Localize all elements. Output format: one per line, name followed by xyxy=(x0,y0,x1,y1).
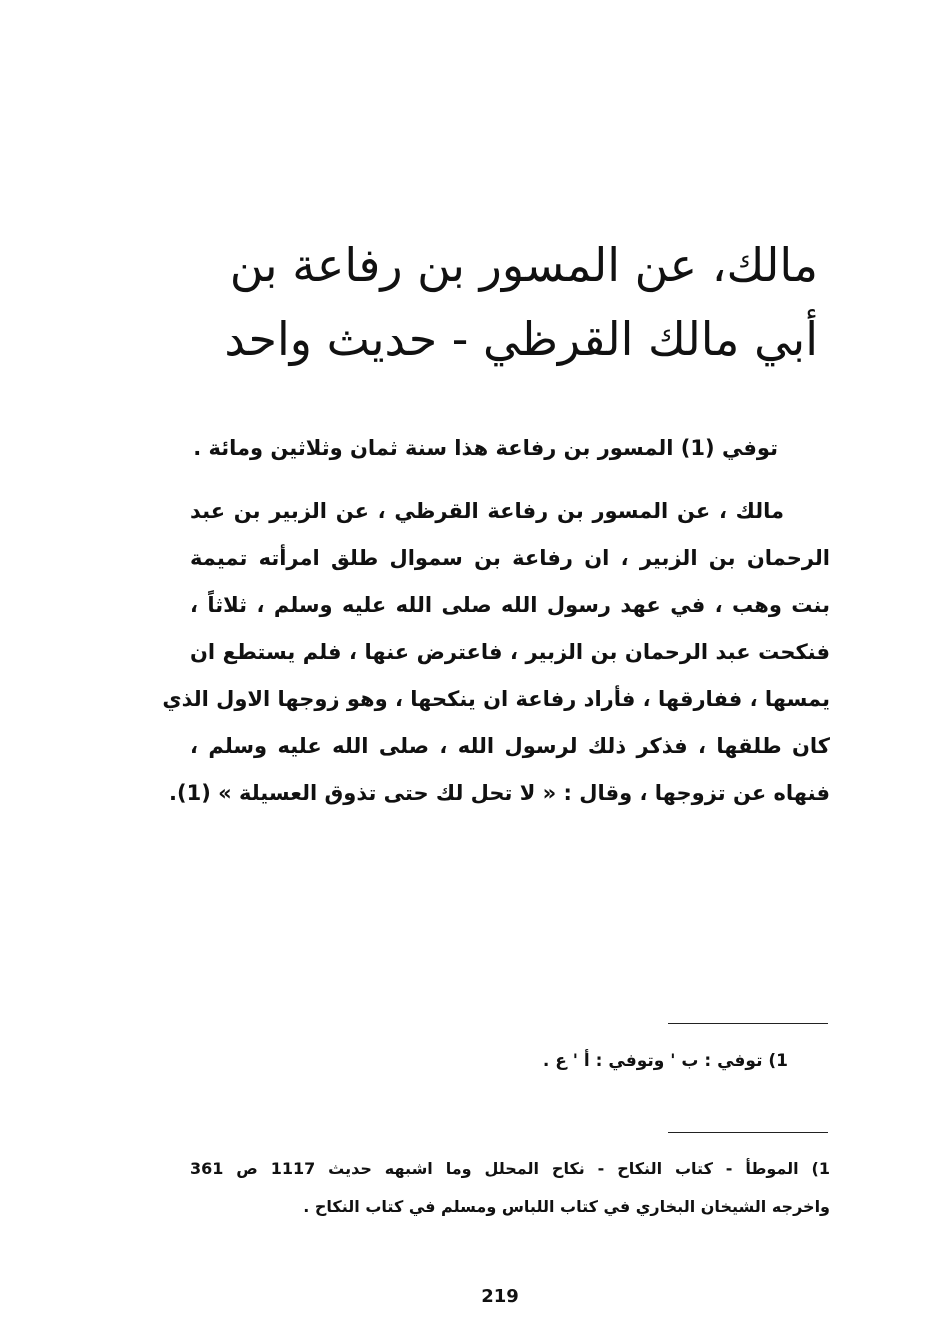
hadith-line: يمسها ، ففارقها ، فأراد رفاعة ان ينكحها ، وهو زوجها الاول الذي xyxy=(162,687,830,711)
hadith-text xyxy=(162,488,830,817)
footnote-divider-1 xyxy=(668,1023,828,1024)
hadith-line: بنت وهب ، في عهد رسول الله صلى الله عليه وسلم ، ثلاثاً ، xyxy=(190,593,830,617)
page-number: 219 xyxy=(481,1286,519,1307)
chapter-title-line-1: مالك، عن المسور بن رفاعة بن xyxy=(229,238,818,292)
source-footnote-line: 1) الموطأ - كتاب النكاح - نكاح المحلل وما اشبهه حديث 1117 ص 361 xyxy=(190,1159,830,1178)
hadith-line: فنهاه عن تزوجها ، وقال : « لا تحل لك حتى تذوق العسيلة » (1). xyxy=(169,781,830,805)
hadith-line: مالك ، عن المسور بن رفاعة القرظي ، عن الزبير بن عبد xyxy=(190,499,784,523)
hadith-line: فنكحت عبد الرحمان بن الزبير ، فاعترض عنها ، فلم يستطع ان xyxy=(190,640,830,664)
footnote-divider-2 xyxy=(668,1132,828,1133)
chapter-title xyxy=(190,228,818,376)
hadith-line: كان طلقها ، فذكر ذلك لرسول الله ، صلى الله عليه وسلم ، xyxy=(190,734,830,758)
chapter-title-line-2: أبي مالك القرظي - حديث واحد xyxy=(224,312,818,366)
source-footnote-line: واخرجه الشيخان البخاري في كتاب اللباس ومسلم في كتاب النكاح . xyxy=(303,1197,830,1216)
intro-note: توفي (1) المسور بن رفاعة هذا سنة ثمان وثلاثين ومائة . xyxy=(193,436,778,460)
hadith-line: الرحمان بن الزبير ، ان رفاعة بن سموال طلق امرأته تميمة xyxy=(190,546,830,570)
variant-footnote: 1) توفي : ب ' وتوفي : أ ' ع . xyxy=(542,1051,788,1071)
source-footnote xyxy=(190,1150,830,1226)
